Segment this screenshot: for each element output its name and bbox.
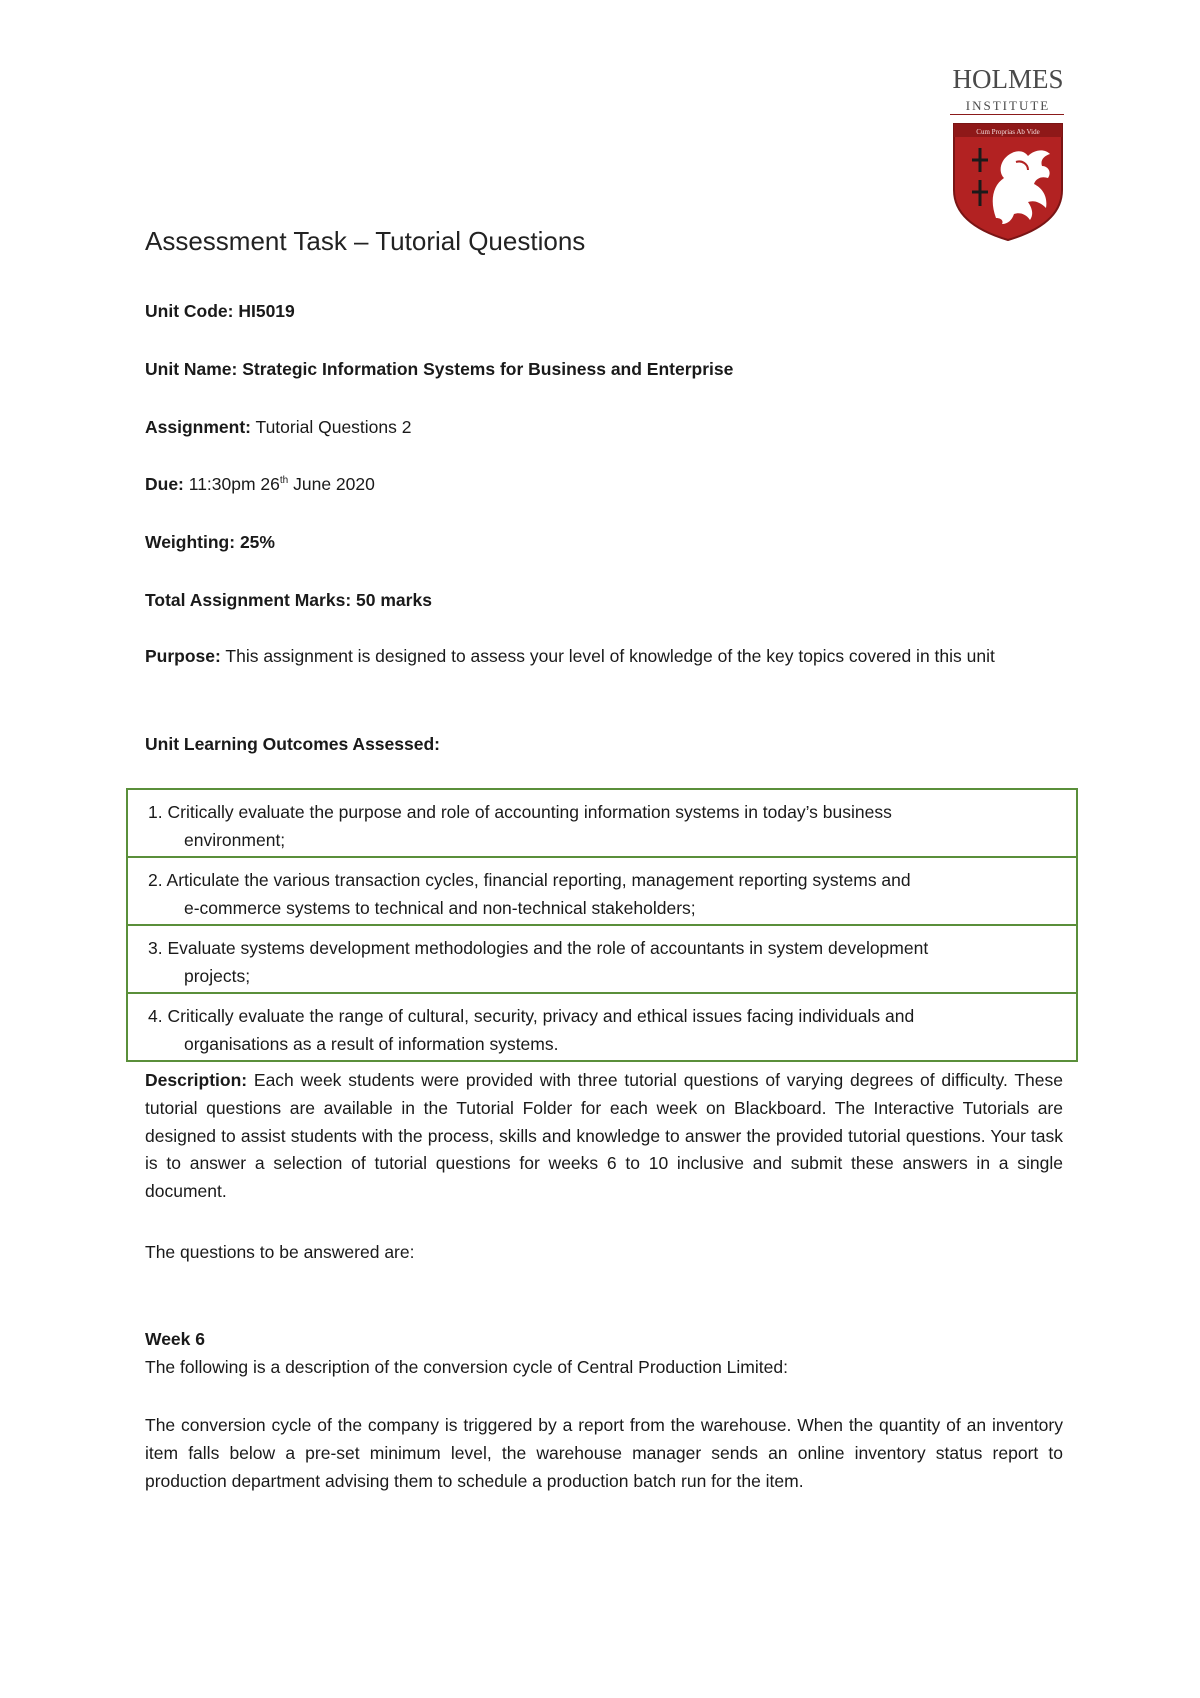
due-date-suffix-sup: th <box>279 475 289 487</box>
learning-outcome-3 <box>128 924 1076 992</box>
outcome-text-continued: environment; <box>184 830 286 850</box>
due-date-prefix: 11:30pm 26 <box>188 474 280 494</box>
total-marks-value: 50 marks <box>356 590 432 610</box>
logo-divider <box>950 114 1064 115</box>
logo-wordmark: HOLMES <box>952 64 1064 94</box>
outcomes-heading <box>145 734 440 756</box>
week-heading-text: Week 6 <box>145 1329 205 1349</box>
due-date-month-year: June 2020 <box>293 474 375 494</box>
outcome-text: Critically evaluate the purpose and role of accounting information systems in today’s business <box>167 802 892 822</box>
description-label: Description: <box>145 1070 248 1090</box>
total-marks-row <box>145 590 432 612</box>
purpose-paragraph <box>145 643 1063 671</box>
assignment-value: Tutorial Questions 2 <box>255 417 412 437</box>
gryphon-shield-icon <box>950 120 1066 242</box>
unit-name-label: Unit Name: <box>145 359 238 379</box>
logo-subtitle: INSTITUTE <box>965 98 1051 113</box>
outcome-text: Articulate the various transaction cycles, financial reporting, management reporting systems and <box>166 870 911 890</box>
weighting-row <box>145 532 275 554</box>
learning-outcome-2 <box>128 856 1076 924</box>
weighting-label: Weighting: <box>145 532 236 552</box>
weighting-value: 25% <box>239 532 275 552</box>
unit-name-row <box>145 359 733 381</box>
purpose-text: This assignment is designed to assess your level of knowledge of the key topics covered in this unit <box>225 646 995 666</box>
week-intro: The following is a description of the conversion cycle of Central Production Limited: <box>145 1357 788 1377</box>
page-title: Assessment Task – Tutorial Questions <box>145 226 586 256</box>
outcome-number: 1. <box>148 802 163 822</box>
unit-code-value: HI5019 <box>238 301 295 321</box>
unit-code-label: Unit Code: <box>145 301 234 321</box>
unit-code-row <box>145 301 295 323</box>
assignment-label: Assignment: <box>145 417 251 437</box>
learning-outcomes-table <box>126 788 1078 1062</box>
total-marks-label: Total Assignment Marks: <box>145 590 352 610</box>
week-heading <box>145 1329 205 1351</box>
unit-name-value: Strategic Information Systems for Business and Enterprise <box>242 359 734 379</box>
outcome-text: Evaluate systems development methodologies and the role of accountants in system development <box>167 938 929 958</box>
description-text: Each week students were provided with three tutorial questions of varying degrees of difficulty. These tutorial questions are available in the Tutorial Folder for each week on Blackboard. The Interactive Tutorials are designed to assist students with the process, skills and knowledge to answer the provided tutorial questions. Your task is to answer a selection of tutorial questions for weeks 6 to 10 inclusive and submit these answers in a single document. <box>145 1070 1063 1202</box>
description-paragraph <box>145 1067 1063 1206</box>
outcome-number: 3. <box>148 938 163 958</box>
due-row <box>145 474 375 496</box>
purpose-label: Purpose: <box>145 646 221 666</box>
questions-intro: The questions to be answered are: <box>145 1242 415 1262</box>
outcome-number: 4. <box>148 1006 163 1026</box>
outcome-text-continued: e-commerce systems to technical and non-technical stakeholders; <box>184 898 696 918</box>
due-label: Due: <box>145 474 184 494</box>
outcome-text-continued: projects; <box>184 966 251 986</box>
week-body-paragraph: The conversion cycle of the company is triggered by a report from the warehouse. When the quantity of an inventory item falls below a pre-set minimum level, the warehouse manager sends an online inventory status report to production department advising them to schedule a production batch run for the item. <box>145 1415 1063 1491</box>
assignment-row <box>145 417 412 439</box>
logo-motto: Cum Proprias Ab Vide <box>976 128 1040 136</box>
learning-outcome-1 <box>128 790 1076 856</box>
outcomes-label: Unit Learning Outcomes Assessed: <box>145 734 440 754</box>
outcome-text-continued: organisations as a result of information systems. <box>184 1034 559 1054</box>
outcome-number: 2. <box>148 870 163 890</box>
learning-outcome-4 <box>128 992 1076 1060</box>
outcome-text: Critically evaluate the range of cultural, security, privacy and ethical issues facing individuals and <box>167 1006 915 1026</box>
